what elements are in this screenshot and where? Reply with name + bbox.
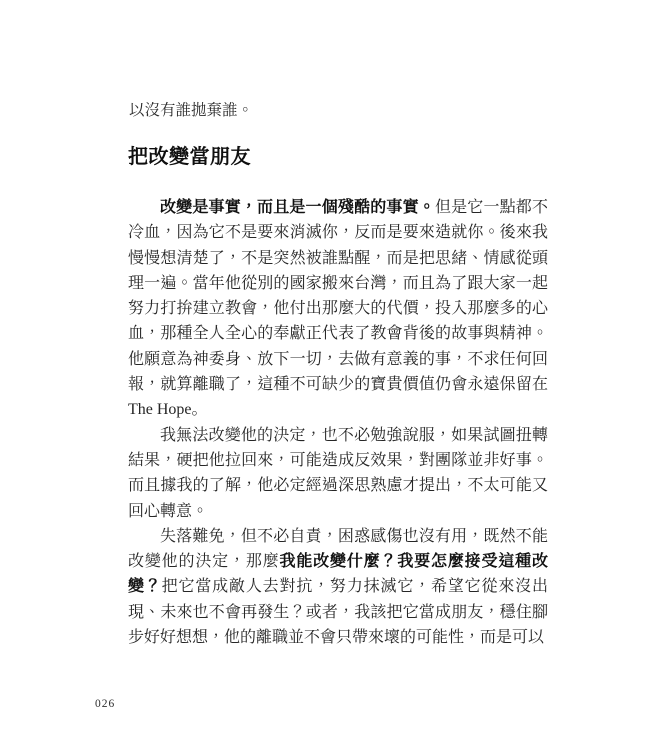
body-text	[128, 195, 548, 650]
text-segment: 失落難免，但不必自責，困惑感傷也沒有用，既然不能改變他的決定，那麼	[128, 527, 548, 571]
carryover-line: 以沒有誰拋棄誰。	[129, 102, 254, 119]
bold-text-segment: 我能改變什麼？我要怎麼接受這種改變？	[128, 553, 548, 596]
paragraph	[128, 524, 548, 650]
text-segment: 但是它一點都不冷血，因為它不是要來消滅你，反而是要來造就你。後來我慢慢想清楚了，不是突然被誰點醒，而是把思緒、情感從頭理一遍。當年他從別的國家搬來台灣，而且為了跟大家一起努力打拚建立教會，他付出那麼大的代價，投入那麼多的心血，那種全人全心的奉獻正代表了教會背後的故事與精神。他願意為神委身、放下一切，去做有意義的事，不求任何回報，就算離職了，這種不可缺少的寶貴價值仍會永遠保留在The Hope。	[128, 199, 548, 419]
text-segment: 我無法改變他的決定，也不必勉強說服，如果試圖扭轉結果，硬把他拉回來，可能造成反效果，對團隊並非好事。而且據我的了解，他必定經過深思熟慮才提出，不太可能又回心轉意。	[128, 426, 548, 520]
paragraph	[128, 423, 548, 524]
page-number: 026	[95, 698, 116, 710]
paragraph	[128, 195, 548, 423]
section-heading: 把改變當朋友	[128, 146, 251, 168]
text-segment: 把它當成敵人去對抗，努力抹滅它，希望它從來沒出現、未來也不會再發生？或者，我該把它當成朋友，穩住腳步好好想想，他的離職並不會只帶來壞的可能性，而是可以	[128, 578, 548, 647]
bold-text-segment: 改變是事實，而且是一個殘酷的事實。	[160, 199, 435, 216]
